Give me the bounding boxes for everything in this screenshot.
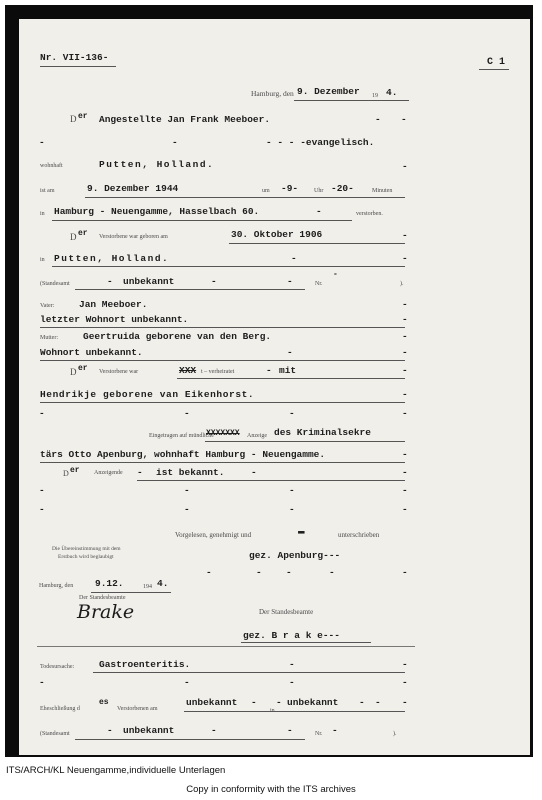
birth-registry-value: unbekannt: [123, 276, 175, 287]
birth-registry-label: (Standesamt: [40, 281, 70, 287]
marriage-registry-underline: [75, 739, 305, 740]
death-minute: -20-: [331, 183, 354, 194]
marriage-record-underline: [184, 711, 405, 712]
father-name: Jan Meeboer.: [79, 299, 148, 310]
place-date-label: Hamburg, den: [251, 89, 294, 98]
cert-date-underline: [91, 592, 171, 593]
father-underline: [40, 327, 405, 328]
form-code: C 1: [487, 57, 506, 68]
birth-date-underline: [229, 243, 405, 244]
signed-brake: gez. B r a k e---: [243, 630, 340, 641]
marriage-registry-value: unbekannt: [123, 725, 175, 736]
archive-caption: ITS/ARCH/KL Neuengamme,individuelle Unterlagen: [6, 765, 226, 776]
cause-value: Gastroenteritis.: [99, 659, 191, 670]
birth-nr-label: Nr.: [315, 281, 323, 287]
birth-close: ).: [400, 281, 404, 287]
death-hour: -9-: [281, 183, 299, 194]
father-label: Vater:: [40, 303, 55, 309]
marriage-mit: mit: [279, 365, 297, 376]
register-number: Nr. VII-136-: [40, 52, 109, 63]
informant-underline: [40, 462, 405, 463]
informant-line-1: des Kriminalsekre: [274, 427, 371, 438]
marriage-er: er: [78, 364, 88, 373]
marriage-record-in: in: [270, 708, 275, 714]
deceased-name: Angestellte Jan Frank Meeboer.: [99, 114, 271, 125]
death-date-label: ist am: [40, 188, 55, 194]
section-divider: [37, 646, 415, 647]
um-label: um: [262, 188, 270, 194]
marriage-nr-label: Nr.: [315, 731, 323, 737]
marriage-record-label-1: Eheschließung d: [40, 706, 80, 712]
cause-underline: [93, 672, 405, 673]
mother-name: Geertruida geborene van den Berg.: [83, 331, 272, 342]
date-underline: [294, 100, 409, 101]
certification-line-2: Erstbuch wird beglaubigt: [58, 554, 114, 560]
register-underline: [40, 66, 116, 67]
residence-label: wohnhaft: [40, 163, 63, 169]
residence-value: Putten, Holland.: [99, 159, 215, 170]
mother-label: Mutter:: [40, 335, 58, 341]
death-place-underline: [52, 220, 352, 221]
record-year-prefix: 19: [372, 93, 378, 99]
anzeige-label: Anzeige: [247, 433, 267, 439]
record-date: 9. Dezember: [297, 86, 360, 97]
marriage-record-place: unbekannt: [287, 697, 339, 708]
spouse-name: Hendrikje geborene van Eikenhorst.: [40, 389, 255, 400]
marriage-record-date: unbekannt: [186, 697, 238, 708]
signed-by: gez. Apenburg---: [249, 550, 341, 561]
informant-line-2: tärs Otto Apenburg, wohnhaft Hamburg - Neuengamme.: [40, 449, 326, 460]
verstorben-label: verstorben.: [356, 211, 383, 217]
marriage-struck: XXX: [179, 365, 197, 376]
death-date-underline: [85, 197, 405, 198]
death-certificate: Nr. VII-136- C 1 Hamburg, den 9. Dezember 19 4. D er Angestellte Jan Frank Meeboer. - - - - - - - -evangelisch. wohnhaft Putten, Holland. - ist am 9. Dezember 1944 um -9- Uhr -20- Minuten in Hamburg - Neuengamme, Hasselbach 60. - verstorben. D er Verstorbene war geboren am 30. Oktober 1906 - in Putten, Holland. - - (Standesamt - unbekannt - - Nr. - ). Vater: Jan Meeboer. - letzter Wohnort unbekannt. - Mutter: Geertruida geborene van den Berg. - Wohnort unbekannt. - - D er Verstorbene war XXX t – verheiratet - mit - Hendrikje geborene van Eikenhorst. - - - - - Eingetragen auf mündliche XXXXXXX Anzeige des Kriminalsekre tärs Otto Apenburg, wohnhaft Hamburg - Neuengamme. - D er Anzeigende - ist bekannt. - - - - - - - - - - Vorgelesen, genehmigt und ▬ unterschrieben Die Übereinstimmung mit dem Erstbuch wird beglaubigt gez. Apenburg--- - - - - - Hamburg, den 9.12. 194 4. Der Standesbeamte Brake Der Standesbeamte gez. B r a k e--- Todesursache: Gastroenteritis. - - - - - - Eheschließung d es Verstorbenen am unbekannt - in - unbekannt - - - (Standesamt - unbekannt - - Nr. - ).: [19, 19, 530, 755]
marriage-record-label-2: Verstorbenen am: [117, 706, 158, 712]
cert-year-prefix: 194: [143, 584, 152, 590]
scan-frame: [5, 5, 533, 757]
marriage-registry-label: (Standesamt: [40, 731, 70, 737]
record-year-suffix: 4.: [386, 87, 398, 98]
spouse-underline: [40, 402, 405, 403]
form-code-underline: [479, 69, 509, 70]
informant-value: ist bekannt.: [156, 467, 225, 478]
birth-place-underline: [52, 266, 405, 267]
registration-struck: XXXXXXX: [206, 429, 240, 438]
mother-residence: Wohnort unbekannt.: [40, 347, 143, 358]
standesbeamte-left: Der Standesbeamte: [79, 595, 126, 601]
certification-line-1: Die Übereinstimmung mit dem: [52, 546, 121, 552]
standesbeamte-right: Der Standesbeamte: [259, 608, 314, 616]
read-label: Vorgelesen, genehmigt und: [175, 531, 252, 539]
marriage-underline: [177, 378, 405, 379]
cert-date: 9.12.: [95, 578, 124, 589]
birth-d: D: [70, 232, 77, 242]
father-residence: letzter Wohnort unbekannt.: [40, 314, 189, 325]
signed-label: unterschrieben: [338, 531, 380, 539]
informant-value-underline: [137, 480, 405, 481]
marriage-d: D: [70, 367, 77, 377]
marriage-record-es: es: [99, 698, 109, 707]
handwritten-signature: Brake: [77, 601, 135, 623]
informant-er: er: [70, 466, 80, 475]
informant-label: Anzeigende: [94, 470, 123, 476]
minuten-label: Minuten: [372, 188, 393, 194]
registration-underline: [205, 441, 405, 442]
birth-date: 30. Oktober 1906: [231, 229, 323, 240]
birth-place-label: in: [40, 257, 45, 263]
marriage-status: t – verheiratet: [201, 369, 235, 375]
deceased-er: er: [78, 112, 88, 121]
conformity-caption: Copy in conformity with the ITS archives: [186, 784, 356, 795]
marriage-label: Verstorbene war: [99, 369, 139, 375]
death-place-label: in: [40, 211, 45, 217]
birth-place: Putten, Holland.: [54, 253, 170, 264]
cause-label: Todesursache:: [40, 664, 75, 670]
deceased-religion: - - - -evangelisch.: [266, 137, 375, 148]
birth-label: Verstorbene war geboren am: [99, 234, 168, 240]
death-date: 9. Dezember 1944: [87, 183, 179, 194]
signed-brake-underline: [241, 642, 371, 643]
deceased-d: D: [70, 114, 77, 124]
cert-date-label: Hamburg, den: [39, 583, 74, 589]
birth-registry-underline: [75, 289, 305, 290]
uhr-label: Uhr: [314, 188, 324, 194]
registration-label: Eingetragen auf mündliche: [149, 433, 214, 439]
marriage-close: ).: [393, 731, 397, 737]
informant-d: D: [63, 469, 69, 478]
death-place: Hamburg - Neuengamme, Hasselbach 60.: [54, 206, 260, 217]
birth-er: er: [78, 229, 88, 238]
mother-underline: [40, 360, 405, 361]
cert-year-suffix: 4.: [157, 578, 169, 589]
